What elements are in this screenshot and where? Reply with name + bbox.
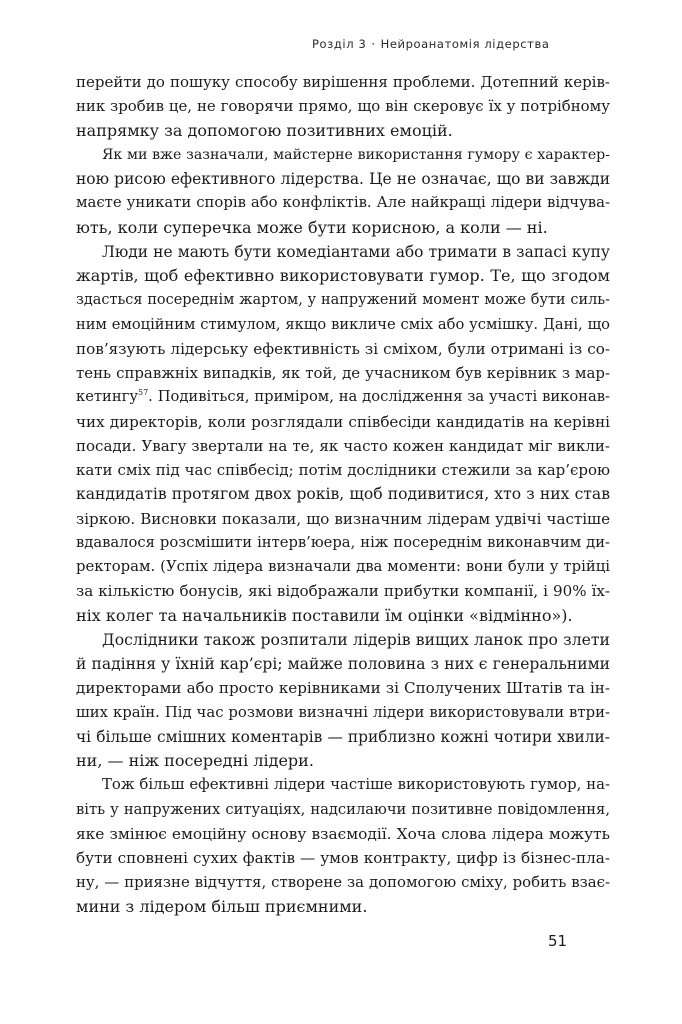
running-head xyxy=(312,37,549,51)
text-line: тень справжніх випадків, як той, де учасником був керівник з мар- xyxy=(76,364,610,382)
text-line: маєте уникати спорів або конфліктів. Але найкращі лідери відчува- xyxy=(76,194,610,212)
text-line: перейти до пошуку способу вирішення проблеми. Дотепний керів- xyxy=(76,73,610,91)
text-line: й падіння у їхній кар’єрі; майже половина з них є генеральними xyxy=(76,655,610,673)
text-line: ною рисою ефективного лідерства. Це не означає, що ви завжди xyxy=(76,170,610,188)
text-line: ним емоційним стимулом, якщо викличе сміх або усмішку. Дані, що xyxy=(76,315,610,333)
text-line: Люди не мають бути комедіантами або тримати в запасі купу xyxy=(102,242,610,261)
text-line: за кількістю бонусів, які відображали прибутки компанії, і 90% їх- xyxy=(76,582,610,601)
body-text xyxy=(76,70,610,919)
text-line: Як ми вже зазначали, майстерне використання гумору є характер- xyxy=(102,146,610,163)
paragraph-5 xyxy=(76,773,610,919)
text-line: яке змінює емоційну основу взаємодії. Хоча слова лідера можуть xyxy=(76,824,610,843)
text-line: посади. Увагу звертали на те, як часто кожен кандидат міг викли- xyxy=(76,436,610,455)
paragraph-4 xyxy=(76,628,610,774)
text-line: кати сміх під час співбесід; потім дослідники стежили за кар’єрою xyxy=(76,461,610,479)
chapter-title: Нейроанатомія лідерства xyxy=(380,37,550,51)
text-line: ник зробив це, не говорячи прямо, що він скеровує їх у потрібному xyxy=(76,97,610,116)
text-line: бути сповнені сухих фактів — умов контракту, цифр із бізнес-пла- xyxy=(76,849,610,867)
text-line: здасться посереднім жартом, у напружений момент може бути силь- xyxy=(76,292,610,309)
header-separator: · xyxy=(371,37,376,51)
text-line: ректорам. (Успіх лідера визначали два моменти: вони були у трійці xyxy=(76,558,610,575)
text-line: ють, коли суперечка може бути корисною, а коли — ні. xyxy=(76,217,548,237)
text-line: ніх колег та начальників поставили їм оцінки «відмінно»). xyxy=(76,605,573,625)
text-line: зіркою. Висновки показали, що визначним лідерам удвічі частіше xyxy=(76,509,610,528)
text-fragment: . Подивіться, приміром, на дослідження за участі виконав- xyxy=(148,388,610,406)
page-number: 51 xyxy=(548,932,568,950)
text-line: кандидатів протягом двох років, щоб подивитися, хто з них став xyxy=(76,485,610,504)
text-line: Тож більш ефективні лідери частіше використовують гумор, на- xyxy=(102,776,610,794)
paragraph-2 xyxy=(76,143,610,240)
chapter-label: Розділ 3 xyxy=(312,37,367,51)
text-line xyxy=(76,385,610,409)
text-line: ну, — приязне відчуття, створене за допомогою сміху, робить взає- xyxy=(76,873,610,892)
text-line: Дослідники також розпитали лідерів вищих ланок про злети xyxy=(102,629,610,649)
text-line: чі більше смішних коментарів — приблизно кожні чотири хвили- xyxy=(76,727,610,746)
text-line: напрямку за допомогою позитивних емоцій. xyxy=(76,120,453,140)
text-line: жартів, щоб ефективно використовувати гумор. Те, що згодом xyxy=(76,266,610,285)
text-line: пов’язують лідерську ефективність зі сміхом, були отримані із со- xyxy=(76,339,610,358)
text-line: ни, — ніж посередні лідери. xyxy=(76,751,314,770)
paragraph-1 xyxy=(76,70,610,143)
text-line: ших країн. Під час розмови визначні лідери використовували втри- xyxy=(76,703,610,721)
text-line: віть у напружених ситуаціях, надсилаючи позитивне повідомлення, xyxy=(76,800,610,818)
footnote-reference: 57 xyxy=(137,388,149,398)
text-fragment: кетингу xyxy=(76,388,138,406)
text-line: вдавалося розсмішити інтерв’юера, ніж посереднім виконавчим ди- xyxy=(76,533,610,551)
text-line: директорами або просто керівниками зі Сполучених Штатів та ін- xyxy=(76,679,610,698)
paragraph-3 xyxy=(76,240,610,628)
text-line: чих директорів, коли розглядали співбесіди кандидатів на керівні xyxy=(76,412,610,431)
text-line: мини з лідером більш приємними. xyxy=(76,896,368,916)
